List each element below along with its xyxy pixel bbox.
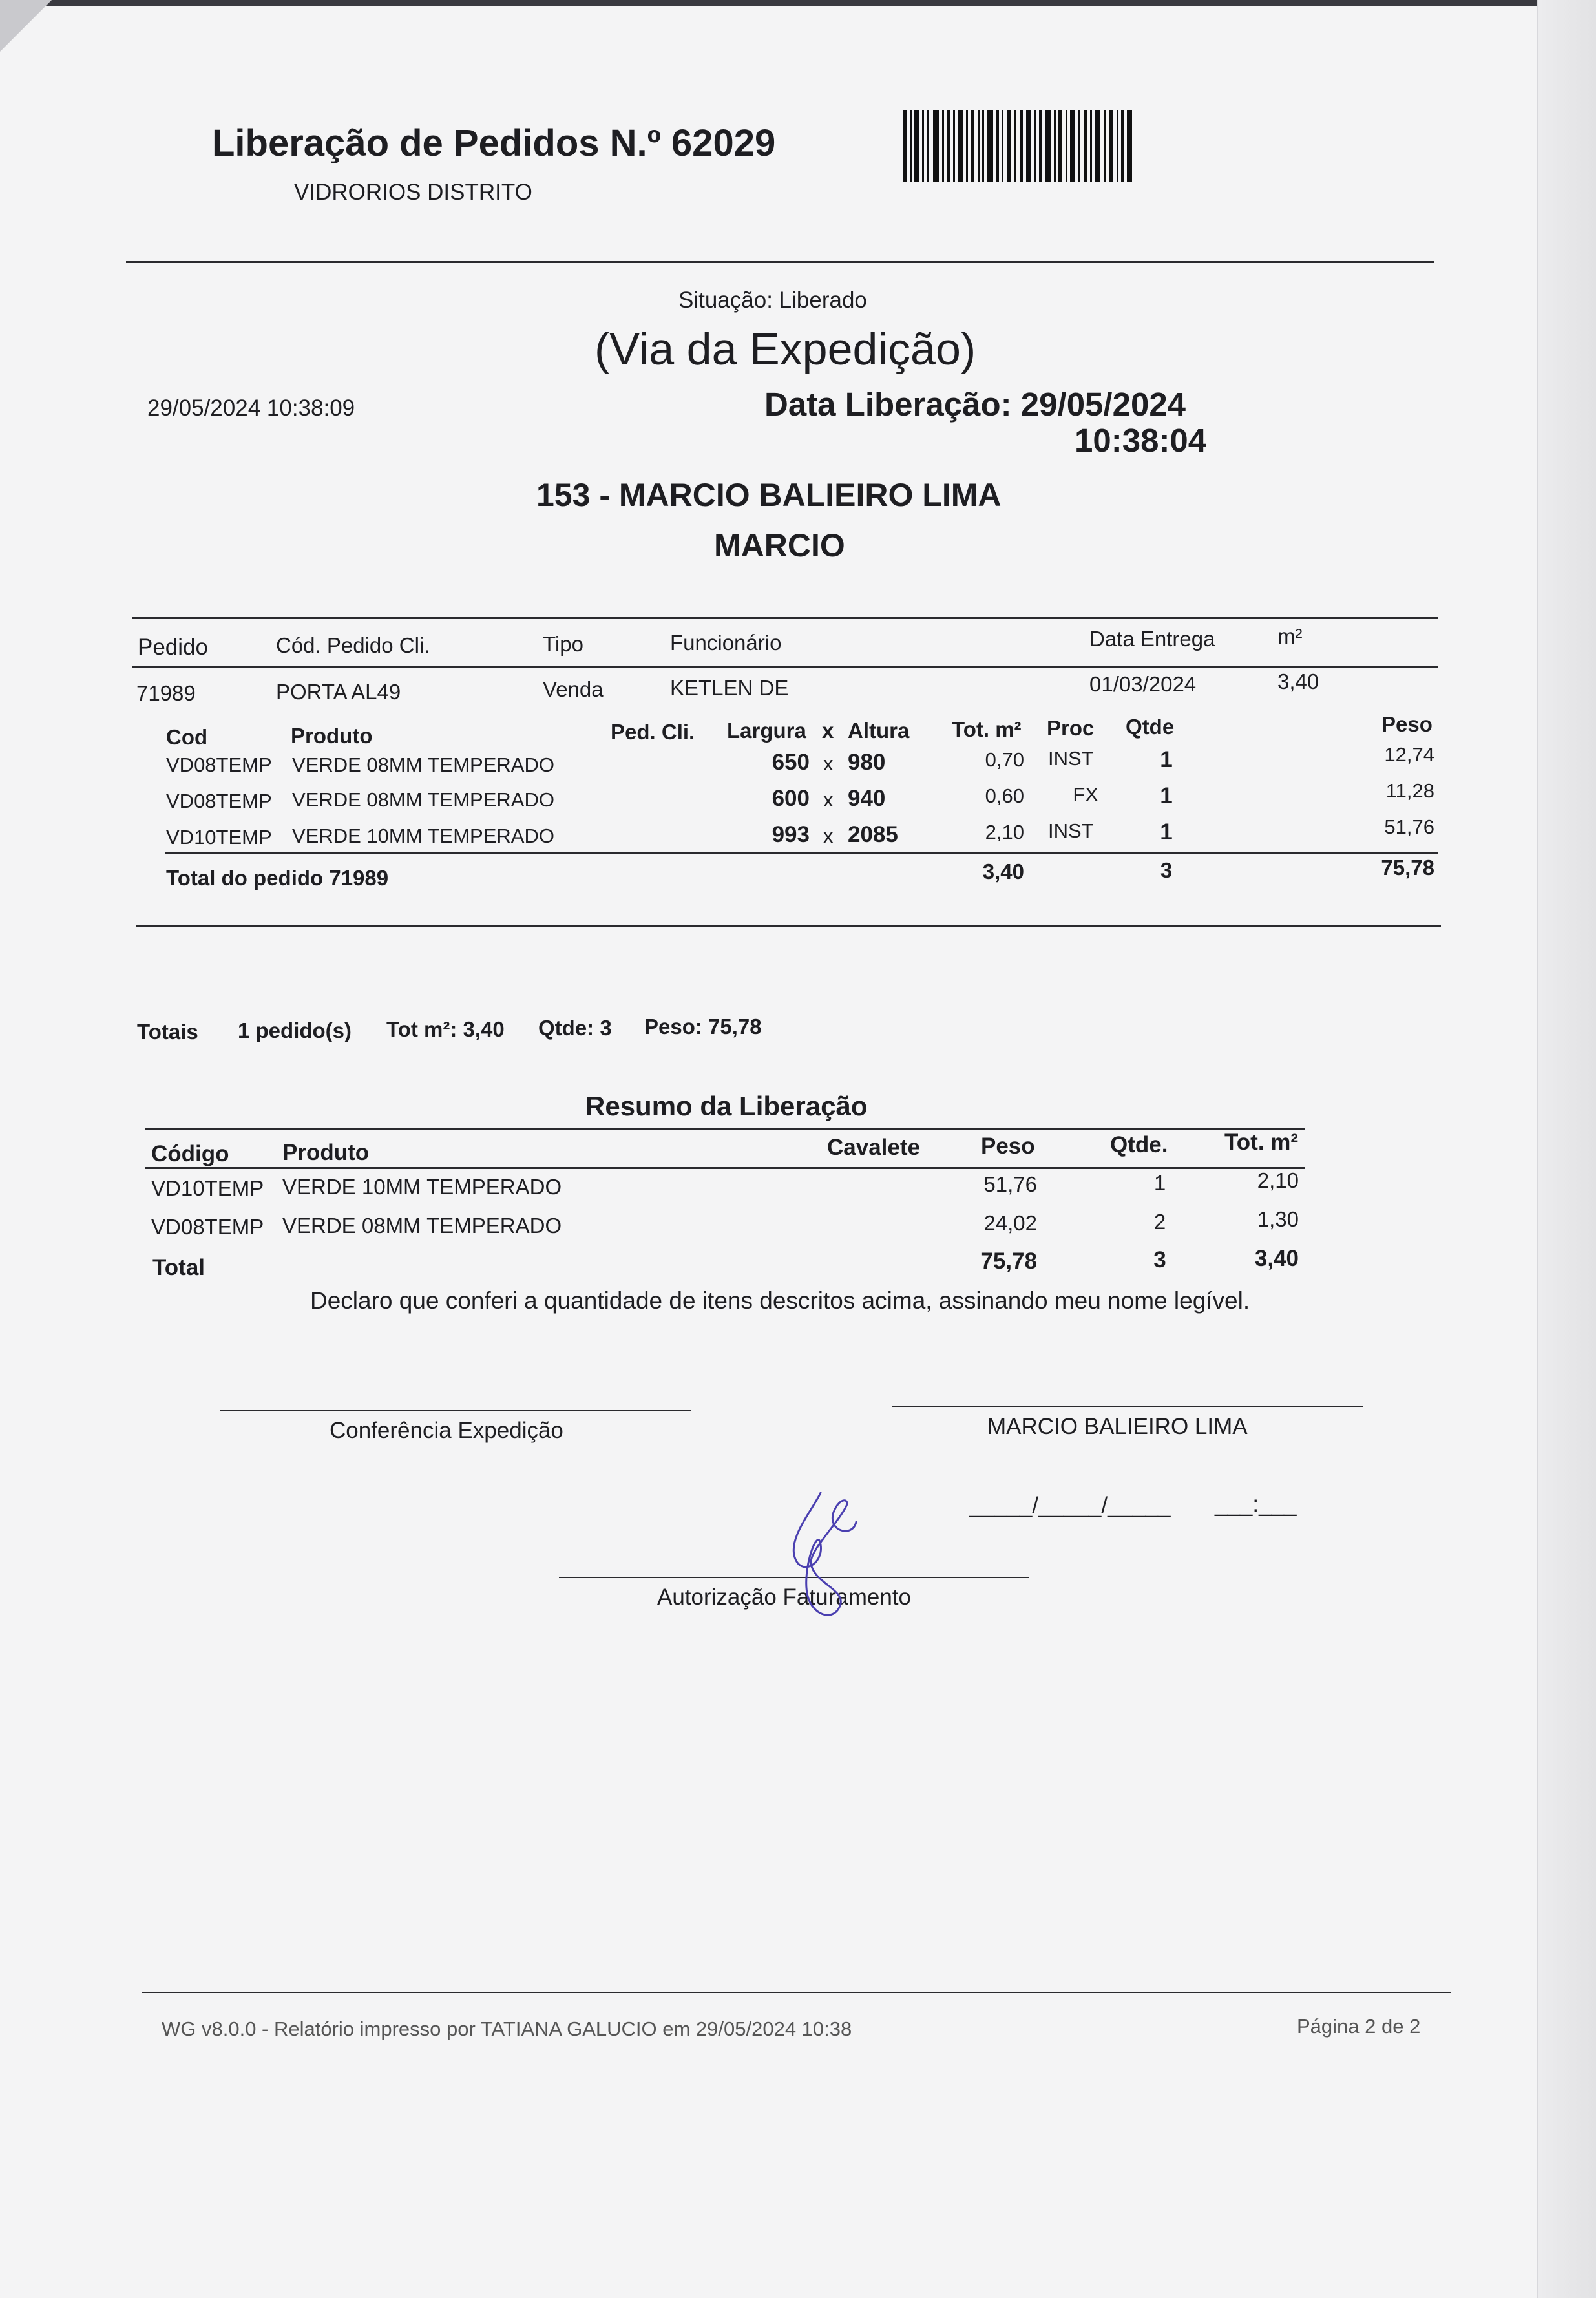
totals-label: Totais bbox=[137, 1020, 198, 1044]
handwritten-signature bbox=[775, 1486, 872, 1629]
item-qtde: 1 bbox=[1160, 747, 1173, 772]
item-x: x bbox=[823, 825, 834, 847]
company-name: VIDRORIOS DISTRITO bbox=[294, 180, 532, 205]
order-total-m2: 3,40 bbox=[982, 859, 1024, 883]
summary-col-produto: Produto bbox=[282, 1140, 370, 1165]
authorization-label: Autorização Faturamento bbox=[657, 1585, 911, 1610]
summary-col-peso: Peso bbox=[981, 1133, 1035, 1159]
item-produto: VERDE 08MM TEMPERADO bbox=[292, 788, 554, 811]
item-tot-m2: 0,60 bbox=[985, 785, 1024, 807]
summary-produto: VERDE 08MM TEMPERADO bbox=[282, 1214, 562, 1238]
folded-corner bbox=[0, 0, 52, 52]
summary-total-peso: 75,78 bbox=[980, 1249, 1037, 1274]
order-number: 71989 bbox=[136, 681, 196, 705]
footer-printed-by: WG v8.0.0 - Relatório impresso por TATIANA GALUCIO em 29/05/2024 10:38 bbox=[162, 2018, 852, 2040]
copy-label: (Via da Expedição) bbox=[594, 324, 976, 374]
summary-title: Resumo da Liberação bbox=[585, 1091, 868, 1121]
client-name: 153 - MARCIO BALIEIRO LIMA bbox=[536, 477, 1002, 513]
items-col-largura: Largura bbox=[727, 719, 806, 743]
summary-codigo: VD08TEMP bbox=[151, 1215, 264, 1239]
summary-header-rule bbox=[145, 1167, 1305, 1169]
date-blank: _____/_____/_____ bbox=[969, 1493, 1171, 1518]
conference-label: Conferência Expedição bbox=[330, 1418, 563, 1443]
items-col-qtde: Qtde bbox=[1126, 715, 1175, 739]
summary-col-qtde: Qtde. bbox=[1110, 1132, 1168, 1157]
totals-m2: Tot m²: 3,40 bbox=[386, 1017, 505, 1041]
order-employee: KETLEN DE bbox=[670, 676, 789, 700]
footer-rule bbox=[142, 1992, 1451, 1993]
items-col-produto: Produto bbox=[291, 724, 373, 748]
summary-qtde: 2 bbox=[1153, 1210, 1166, 1234]
summary-total-label: Total bbox=[152, 1255, 205, 1280]
item-cod: VD08TEMP bbox=[166, 790, 272, 812]
item-produto: VERDE 10MM TEMPERADO bbox=[292, 825, 554, 847]
col-cod-pedido-cli: Cód. Pedido Cli. bbox=[276, 633, 430, 657]
item-produto: VERDE 08MM TEMPERADO bbox=[292, 754, 554, 776]
col-pedido: Pedido bbox=[138, 635, 208, 660]
items-col-peso: Peso bbox=[1381, 712, 1433, 736]
summary-col-codigo: Código bbox=[151, 1141, 229, 1166]
summary-tot-m2: 1,30 bbox=[1257, 1207, 1299, 1231]
order-total-label: Total do pedido 71989 bbox=[166, 866, 389, 890]
item-altura: 980 bbox=[848, 750, 886, 775]
summary-tot-m2: 2,10 bbox=[1257, 1168, 1299, 1192]
summary-codigo: VD10TEMP bbox=[151, 1176, 264, 1200]
client-signature-name: MARCIO BALIEIRO LIMA bbox=[987, 1414, 1248, 1439]
declaration-text: Declaro que conferi a quantidade de itens descritos acima, assinando meu nome legível. bbox=[310, 1287, 1250, 1314]
order-type: Venda bbox=[543, 677, 604, 701]
item-peso: 51,76 bbox=[1384, 816, 1434, 838]
items-total-rule bbox=[165, 852, 1438, 854]
item-largura: 600 bbox=[772, 786, 810, 811]
order-m2: 3,40 bbox=[1277, 669, 1319, 693]
summary-qtde: 1 bbox=[1153, 1171, 1166, 1195]
summary-peso: 51,76 bbox=[983, 1172, 1037, 1196]
item-largura: 650 bbox=[772, 750, 810, 775]
item-largura: 993 bbox=[772, 822, 810, 847]
summary-total-qtde: 3 bbox=[1153, 1247, 1166, 1272]
totals-pedidos: 1 pedido(s) bbox=[238, 1018, 352, 1042]
item-peso: 11,28 bbox=[1385, 779, 1434, 802]
document-title: Liberação de Pedidos N.º 62029 bbox=[212, 122, 776, 164]
item-proc: INST bbox=[1048, 819, 1094, 842]
header-divider bbox=[126, 261, 1434, 263]
item-proc: FX bbox=[1073, 783, 1098, 806]
order-client-code: PORTA AL49 bbox=[276, 680, 401, 704]
item-cod: VD10TEMP bbox=[166, 826, 272, 849]
summary-peso: 24,02 bbox=[983, 1211, 1037, 1235]
item-qtde: 1 bbox=[1160, 819, 1173, 845]
totals-qtde: Qtde: 3 bbox=[538, 1016, 612, 1040]
order-total-peso: 75,78 bbox=[1381, 856, 1434, 880]
item-peso: 12,74 bbox=[1384, 743, 1434, 766]
situation-status: Situação: Liberado bbox=[678, 288, 867, 313]
item-x: x bbox=[823, 788, 834, 811]
release-date: Data Liberação: 29/05/2024 bbox=[764, 386, 1186, 423]
item-qtde: 1 bbox=[1160, 783, 1173, 808]
item-altura: 940 bbox=[848, 786, 886, 811]
item-tot-m2: 2,10 bbox=[985, 821, 1024, 843]
items-col-cod: Cod bbox=[166, 725, 208, 749]
barcode-image bbox=[903, 110, 1132, 182]
scan-top-edge bbox=[0, 0, 1596, 6]
client-short-name: MARCIO bbox=[714, 527, 845, 564]
items-col-tot-m2: Tot. m² bbox=[952, 717, 1022, 741]
item-cod: VD08TEMP bbox=[166, 754, 272, 776]
summary-produto: VERDE 10MM TEMPERADO bbox=[282, 1175, 562, 1199]
print-datetime: 29/05/2024 10:38:09 bbox=[147, 395, 355, 421]
order-header-bottom-rule bbox=[132, 666, 1438, 668]
summary-total-tot-m2: 3,40 bbox=[1254, 1246, 1299, 1271]
summary-col-tot-m2: Tot. m² bbox=[1224, 1130, 1299, 1155]
summary-top-rule bbox=[145, 1128, 1305, 1130]
order-delivery-date: 01/03/2024 bbox=[1089, 672, 1197, 696]
release-time: 10:38:04 bbox=[1075, 422, 1207, 459]
order-total-qtde: 3 bbox=[1160, 858, 1173, 882]
footer-page-number: Página 2 de 2 bbox=[1297, 2015, 1421, 2038]
col-m2: m² bbox=[1277, 624, 1303, 648]
col-data-entrega: Data Entrega bbox=[1089, 627, 1215, 651]
col-funcionario: Funcionário bbox=[670, 631, 782, 655]
conference-signature-line bbox=[220, 1410, 691, 1411]
items-col-proc: Proc bbox=[1047, 716, 1095, 740]
totals-peso: Peso: 75,78 bbox=[644, 1015, 762, 1038]
item-altura: 2085 bbox=[848, 822, 898, 847]
items-col-ped-cli: Ped. Cli. bbox=[611, 720, 695, 744]
order-section-end-rule bbox=[136, 925, 1441, 927]
item-x: x bbox=[823, 752, 834, 775]
item-proc: INST bbox=[1048, 747, 1094, 770]
col-tipo: Tipo bbox=[543, 632, 583, 656]
items-col-x: x bbox=[822, 719, 834, 743]
summary-col-cavalete: Cavalete bbox=[827, 1135, 920, 1160]
scan-right-edge bbox=[1537, 0, 1596, 2298]
items-col-altura: Altura bbox=[848, 719, 910, 743]
time-blank: ___:___ bbox=[1215, 1492, 1297, 1517]
order-header-top-rule bbox=[132, 617, 1438, 619]
client-signature-line bbox=[892, 1406, 1363, 1407]
item-tot-m2: 0,70 bbox=[985, 748, 1024, 771]
